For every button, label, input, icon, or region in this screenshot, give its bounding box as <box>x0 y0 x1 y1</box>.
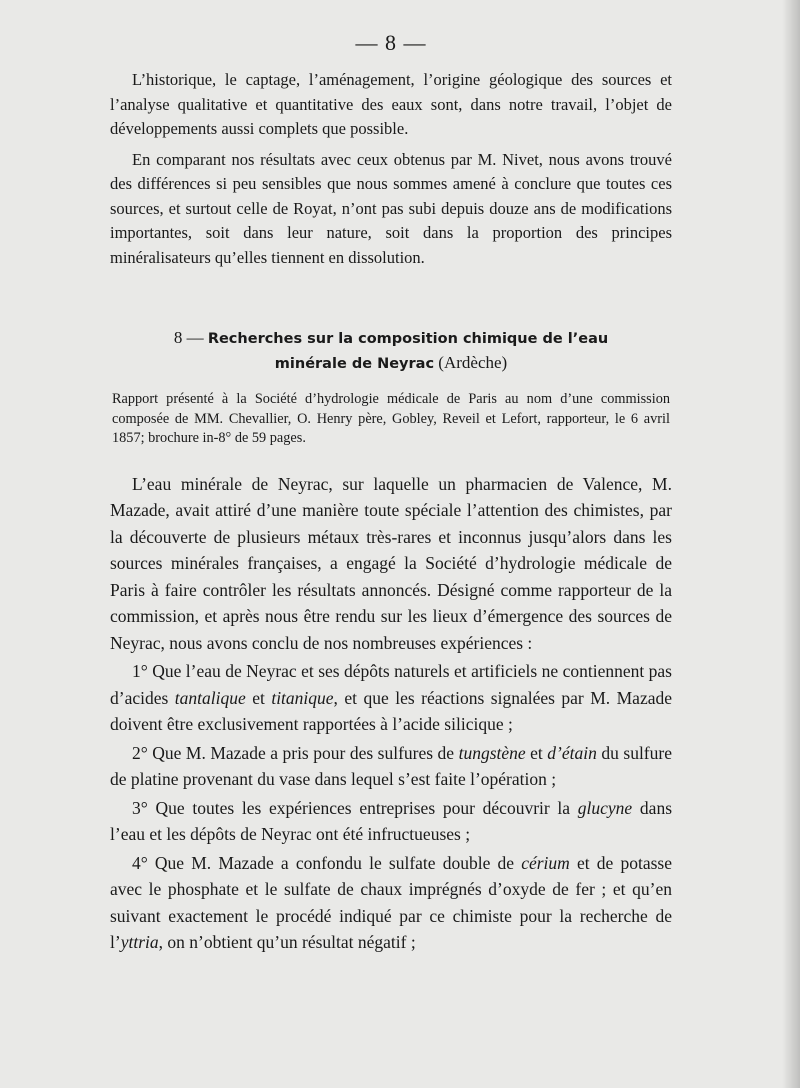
conclusion-item-4-part-a: 4° Que M. Mazade a confondu le sulfate double de <box>132 852 522 873</box>
conclusion-item-1-term-2: titanique <box>271 687 334 708</box>
conclusion-item-2-part-a: 2° Que M. Mazade a pris pour des sulfures de <box>132 742 459 763</box>
page-edge-shadow <box>782 0 800 1088</box>
section-heading-title-line-1: Recherches sur la composition chimique de l’eau <box>207 331 609 347</box>
conclusion-item-2-part-b: et <box>525 742 548 763</box>
intro-paragraph-2: En comparant nos résultats avec ceux obtenus par M. Nivet, nous avons trouvé des différences si peu sensibles que nous sommes amené à conclure que toutes ces sources, et surtout celle de Royat, n’ont pas subi depuis douze ans de modifications importantes, soit dans leur nature, soit dans la proportion des principes minéralisateurs qu’elles tiennent en dissolution. <box>110 149 672 267</box>
section-heading-title-line-2: minérale de Neyrac <box>274 356 435 372</box>
page-content <box>110 30 672 956</box>
conclusion-item-3-part-b: dans l’eau et les dépôts de Neyrac ont été infructueuses ; <box>110 797 673 844</box>
intro-section <box>110 68 672 270</box>
conclusion-item-1-term-1: tantalique <box>174 687 246 708</box>
report-note: Rapport présenté à la Société d’hydrologie médicale de Paris au nom d’une commission composée de MM. Chevallier, O. Henry père, Gobley, Reveil et Lefort, rapporteur, le 6 avril 1857; brochure in-8° de 59 pages. <box>112 391 670 446</box>
conclusion-item-1-part-b: et <box>245 687 272 708</box>
conclusion-item-2-part-c: du sulfure de platine provenant du vase dans lequel s’est faite l’opération ; <box>110 742 672 789</box>
conclusion-item-4 <box>110 850 672 956</box>
report-note-wrapper <box>112 390 670 449</box>
conclusion-item-3-term-1: glucyne <box>577 797 633 818</box>
conclusion-item-2-term-1: tungstène <box>458 742 526 763</box>
body-section <box>110 471 672 956</box>
conclusion-item-4-part-c: , on n’obtient qu’un résultat négatif ; <box>158 932 416 952</box>
body-paragraph-1: L’eau minérale de Neyrac, sur laquelle un pharmacien de Valence, M. Mazade, avait attiré d’une manière toute spéciale l’attention des chimistes, par la découverte de plusieurs métaux très-rares et inconnus jusqu’alors dans les sources minérales françaises, a engagé la Société d’hydrologie médicale de Paris à faire contrôler les résultats annoncés. Désigné comme rapporteur de la commission, et après nous être rendu sur les lieux d’émergence des sources de Neyrac, nous avons conclu de nos nombreuses expériences : <box>110 473 672 653</box>
conclusion-item-4-term-2: yttria <box>120 932 159 952</box>
page-number: — 8 — <box>355 30 427 55</box>
section-heading-suffix: (Ardèche) <box>434 353 508 372</box>
section-heading <box>110 326 672 376</box>
conclusion-item-2-term-2: d’étain <box>547 742 597 763</box>
conclusion-item-4-part-b: et de potasse avec le phosphate et le sulfate de chaux imprégnés d’oxyde de fer ; et qu’en suivant exactement le procédé indiqué par ce chimiste pour la recherche de l’ <box>110 852 672 952</box>
conclusion-item-1-part-a: 1° Que l’eau de Neyrac et ses dépôts naturels et artificiels ne contiennent pas d’acides <box>110 661 672 708</box>
conclusion-item-1 <box>110 658 672 738</box>
conclusion-item-2 <box>110 740 672 793</box>
conclusion-item-4-term-1: cérium <box>521 852 570 873</box>
conclusion-item-3 <box>110 795 672 848</box>
section-heading-prefix: 8 — <box>173 328 208 347</box>
conclusion-item-1-part-c: , et que les réactions signalées par M. Mazade doivent être exclusivement rapportées à l’acide silicique ; <box>110 687 672 734</box>
intro-paragraph-1: L’historique, le captage, l’aménagement, l’origine géologique des sources et l’analyse qualitative et quantitative des eaux sont, dans notre travail, l’objet de développements aussi complets que possible. <box>110 70 672 138</box>
conclusion-item-3-part-a: 3° Que toutes les expériences entreprises pour découvrir la <box>132 797 578 818</box>
